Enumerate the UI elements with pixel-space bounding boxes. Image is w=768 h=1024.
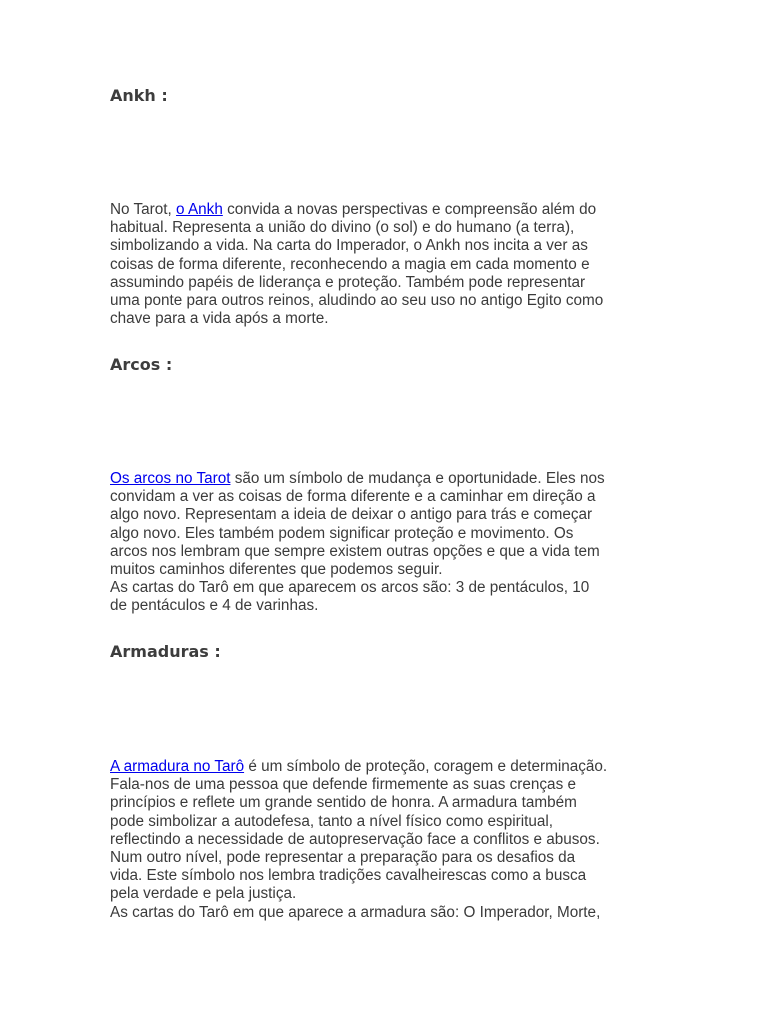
ankh-link[interactable]: o Ankh	[176, 201, 223, 218]
section-paragraph-arcos	[110, 470, 670, 616]
paragraph-line: No Tarot, o Ankh convida a novas perspectivas e compreensão além do	[110, 201, 597, 218]
paragraph-line: assumindo papéis de liderança e proteção. Também pode representar	[110, 273, 586, 291]
paragraph-line: chave para a vida após a morte.	[110, 310, 329, 328]
section-heading-armaduras: Armaduras :	[110, 642, 221, 661]
paragraph-line: de pentáculos e 4 de varinhas.	[110, 597, 319, 615]
paragraph-line: muitos caminhos diferentes que podemos seguir.	[110, 561, 443, 579]
paragraph-line: princípios e reflete um grande sentido de honra. A armadura também	[110, 794, 577, 812]
paragraph-line: As cartas do Tarô em que aparecem os arcos são: 3 de pentáculos, 10	[110, 579, 590, 597]
armadura-link[interactable]: A armadura no Tarô	[110, 758, 245, 775]
section-paragraph-ankh	[110, 201, 670, 328]
paragraph-line: uma ponte para outros reinos, aludindo ao seu uso no antigo Egito como	[110, 292, 604, 310]
paragraph-line: coisas de forma diferente, reconhecendo a magia em cada momento e	[110, 255, 590, 273]
paragraph-line: Num outro nível, pode representar a preparação para os desafios da	[110, 849, 576, 867]
paragraph-line: reflectindo a necessidade de autopreservação face a conflitos e abusos.	[110, 830, 600, 848]
paragraph-line: habitual. Representa a união do divino (o sol) e do humano (a terra),	[110, 219, 575, 237]
paragraph-line: Os arcos no Tarot são um símbolo de mudança e oportunidade. Eles nos	[110, 470, 605, 487]
paragraph-line: Fala-nos de uma pessoa que defende firmemente as suas crenças e	[110, 776, 576, 794]
paragraph-line: arcos nos lembram que sempre existem outras opções e que a vida tem	[110, 542, 600, 560]
paragraph-line: convidam a ver as coisas de forma diferente e a caminhar em direção a	[110, 488, 596, 506]
paragraph-line: pela verdade e pela justiça.	[110, 885, 297, 903]
paragraph-line: algo novo. Eles também podem significar proteção e movimento. Os	[110, 524, 574, 542]
arcos-link[interactable]: Os arcos no Tarot	[110, 470, 231, 487]
section-heading-ankh: Ankh :	[110, 86, 168, 105]
paragraph-line: algo novo. Representam a ideia de deixar o antigo para trás e começar	[110, 506, 593, 524]
paragraph-line: A armadura no Tarô é um símbolo de proteção, coragem e determinação.	[110, 758, 608, 775]
paragraph-line: pode simbolizar a autodefesa, tanto a nível físico como espiritual,	[110, 812, 554, 830]
paragraph-line: vida. Este símbolo nos lembra tradições cavalheirescas como a busca	[110, 867, 587, 885]
section-paragraph-armaduras	[110, 758, 670, 922]
paragraph-line: As cartas do Tarô em que aparece a armadura são: O Imperador, Morte,	[110, 903, 601, 921]
section-heading-arcos: Arcos :	[110, 355, 173, 374]
paragraph-line: simbolizando a vida. Na carta do Imperador, o Ankh nos incita a ver as	[110, 237, 588, 255]
